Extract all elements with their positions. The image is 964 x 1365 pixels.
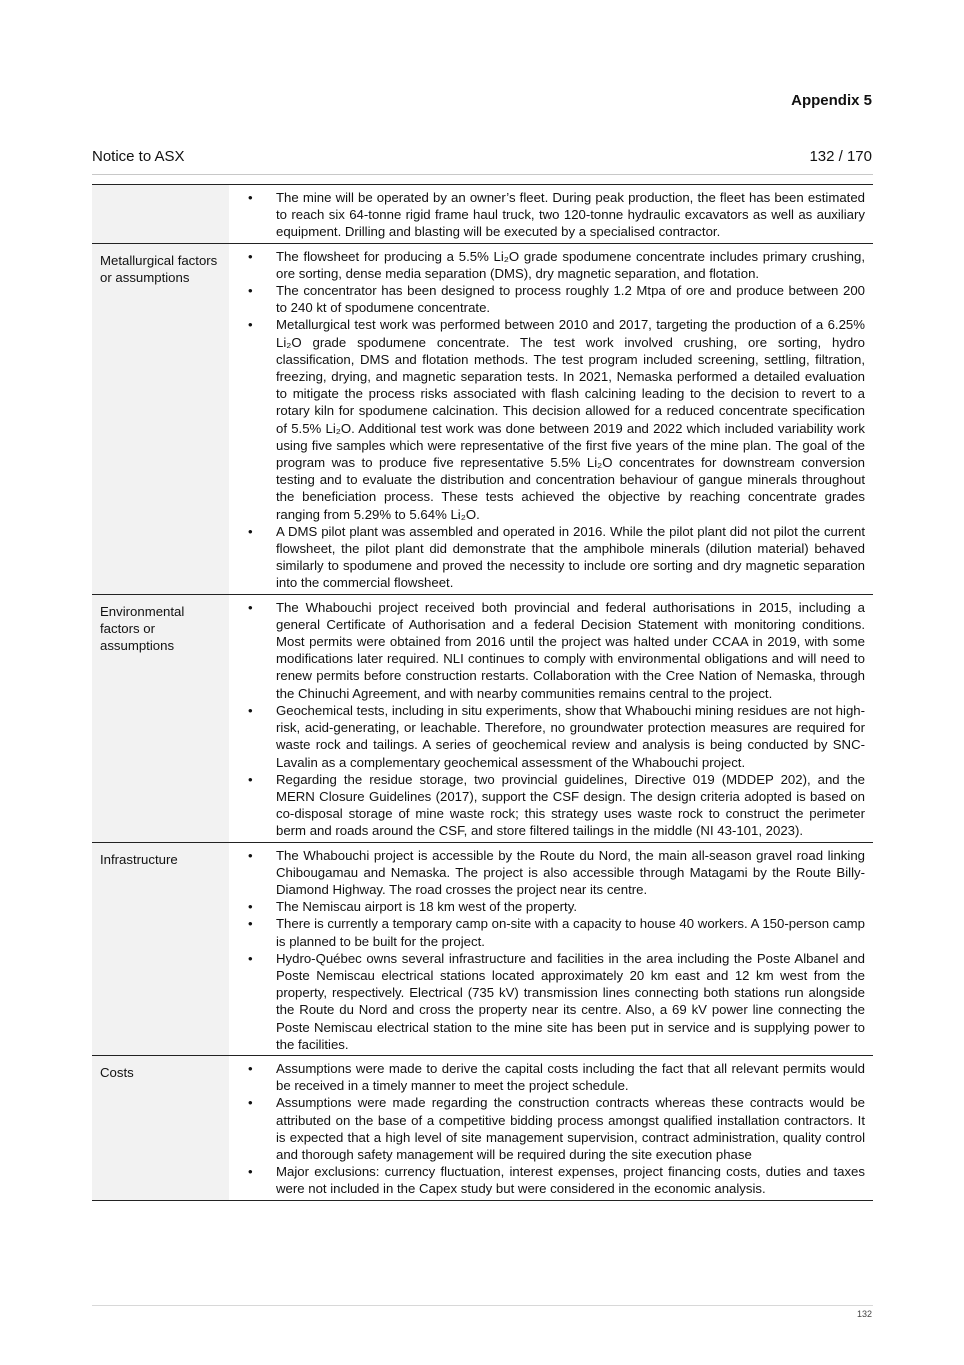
row-content <box>229 594 873 842</box>
bullet-icon: • <box>248 950 253 966</box>
bullet-text: The mine will be operated by an owner’s fleet. During peak production, the fleet has been estimated to reach six 64-tonne rigid frame haul truck, two 120-tonne hydraulic excavators as well as auxiliary equipment. Drilling and blasting will be executed by a specialised contractor. <box>276 190 865 240</box>
bullet-text: The flowsheet for producing a 5.5% Li₂O grade spodumene concentrate includes primary crushing, ore sorting, dense media separation (DMS), dry magnetic separation, and flotation. <box>276 248 865 281</box>
table-row <box>92 185 873 244</box>
bullet-icon: • <box>248 899 253 915</box>
table-row <box>92 594 873 842</box>
row-content <box>229 1055 873 1200</box>
bullet-text: Assumptions were made regarding the construction contracts whereas these contracts would be attributed on the base of a competitive bidding process amongst qualified installation contractors. It is expected that a high level of site management supervision, contract administration, quality control and thorough safety management will be required during the site execution phase <box>276 1095 865 1162</box>
bullet-icon: • <box>248 248 253 264</box>
bullet-icon: • <box>248 1164 253 1180</box>
list-item <box>229 915 865 949</box>
list-item <box>229 248 865 282</box>
list-item <box>229 950 865 1053</box>
row-label <box>92 185 229 244</box>
footer-divider <box>92 1305 873 1306</box>
table-row <box>92 1055 873 1200</box>
bullet-text: Assumptions were made to derive the capital costs including the fact that all relevant permits would be received in a timely manner to meet the project schedule. <box>276 1060 865 1094</box>
table-row <box>92 243 873 594</box>
bullet-list <box>229 847 865 1053</box>
bullet-text: The Whabouchi project is accessible by the Route du Nord, the main all-season gravel road linking Chibougamau and Nemaska. The project is also accessible through Matagami by the Route Billy-Diamond Highway. The road crosses the project near its centre. <box>276 847 865 897</box>
row-label: Environmental factors or assumptions <box>92 594 229 842</box>
bullet-list <box>229 599 865 840</box>
list-item <box>229 847 865 899</box>
list-item <box>229 316 865 522</box>
bullet-icon: • <box>248 523 253 539</box>
bullet-icon: • <box>248 1060 253 1076</box>
bullet-text: A DMS pilot plant was assembled and operated in 2016. While the pilot plant did not pilot the current flowsheet, the pilot plant did demonstrate that the amphibole minerals (dilution material) behaved similarly to spodumene and proved the necessity to include ore sorting and dry magnetic separation into the commercial flowsheet. <box>276 523 865 591</box>
appendix-title: Appendix 5 <box>791 92 872 109</box>
bullet-icon: • <box>248 283 253 299</box>
bullet-text: Major exclusions: currency fluctuation, interest expenses, project financing costs, duties and taxes were not included in the Capex study but were considered in the economic analysis. <box>276 1164 865 1197</box>
bullet-list <box>229 248 865 592</box>
bullet-list <box>229 189 865 241</box>
row-label: Metallurgical factors or assumptions <box>92 243 229 594</box>
header-divider <box>92 174 873 175</box>
document-title: Notice to ASX <box>92 148 185 165</box>
list-item <box>229 1163 865 1197</box>
row-content <box>229 842 873 1055</box>
bullet-text: The Whabouchi project received both provincial and federal authorisations in 2015, including a general Certificate of Authorisation and a federal Decision Statement with monitoring conditions. Most permits were obtained from 2016 until the project was halted under CCAA in 2019, with some modifications later required. NLI continues to comply with environmental obligations and will need to renew permits before construction restarts. Collaboration with the Cree Nation of Nemaska, through the Chinuchi Agreement, and with nearby communities remains central to the project. <box>276 599 865 701</box>
bullet-icon: • <box>248 771 253 787</box>
bullet-text: Regarding the residue storage, two provincial guidelines, Directive 019 (MDDEP 202), and the MERN Closure Guidelines (2017), support the CSF design. The design criteria adopted is based on co-disposal storage of mine waste rock; this strategy uses waste rock to construct the perimeter berm and roads around the CSF, and store filtered tailings in the middle (NI 43-101, 2023). <box>276 771 865 839</box>
bullet-icon: • <box>248 599 253 615</box>
list-item <box>229 282 865 316</box>
row-label: Costs <box>92 1055 229 1200</box>
page-indicator: 132 / 170 <box>809 148 872 165</box>
list-item <box>229 1094 865 1163</box>
list-item <box>229 523 865 592</box>
bullet-text: The Nemiscau airport is 18 km west of the property. <box>276 899 577 915</box>
row-content <box>229 243 873 594</box>
list-item <box>229 771 865 840</box>
list-item <box>229 702 865 771</box>
bullet-text: There is currently a temporary camp on-site with a capacity to house 40 workers. A 150-person camp is planned to be built for the project. <box>276 916 865 949</box>
bullet-text: Hydro-Québec owns several infrastructure and facilities in the area including the Poste Albanel and Poste Nemiscau electrical stations located approximately 20 km east and 12 km west from the property, respectively. Electrical (735 kV) transmission lines connecting both stations run alongside the Route du Nord and cross the property near its centre. Also, a 69 kV power line connecting the Poste Nemiscau electrical station to the mine site has been put in service and is supplying power to the facilities. <box>276 950 865 1052</box>
bullet-icon: • <box>248 190 253 205</box>
bullet-text: Geochemical tests, including in situ experiments, show that Whabouchi mining residues are not high-risk, acid-generating, or leachable. Therefore, no groundwater protection measures are required for waste rock and tailings. A series of geochemical review and analysis is being conducted by SNC-Lavalin as a complementary geochemical assessment of the Whabouchi project. <box>276 702 865 770</box>
list-item <box>229 898 865 915</box>
footer-page-number: 132 <box>856 1309 872 1319</box>
bullet-icon: • <box>248 702 253 718</box>
jorc-table <box>92 184 873 1201</box>
list-item <box>229 599 865 702</box>
bullet-icon: • <box>248 317 253 333</box>
bullet-text: Metallurgical test work was performed between 2010 and 2017, targeting the production of a 6.25% Li₂O grade spodumene concentrate. The test work involved crushing, ore sorting, hydro classification, DMS and flotation methods. The test program included screening, settling, filtration, freezing, drying, and magnetic separation tests. In 2021, Nemaska performed a detailed evaluation to mitigate the process risks associated with flash calcining leading to the decision to revert to a rotary kiln for spodumene calcination. This decision allowed for a reduced concentrate specification of 5.5% Li₂O. Additional test work was done between 2019 and 2022 which included variability work using five samples which were representative of the first five years of the mine plan. The goal of the program was to produce five representative 5.5% Li₂O concentrates for downstream conversion testing and to evaluate the distribution and concentration behaviour of gangue minerals throughout the beneficiation process. These tests achieved the objective by reaching concentrate grades ranging from 5.29% to 5.64% Li₂O. <box>276 317 865 522</box>
bullet-icon: • <box>248 847 253 863</box>
bullet-list <box>229 1060 865 1198</box>
table-row <box>92 842 873 1055</box>
bullet-text: The concentrator has been designed to process roughly 1.2 Mtpa of ore and produce between 200 to 240 kt of spodumene concentrate. <box>276 283 865 316</box>
row-label: Infrastructure <box>92 842 229 1055</box>
bullet-icon: • <box>248 916 253 932</box>
bullet-icon: • <box>248 1095 253 1111</box>
list-item <box>229 189 865 241</box>
list-item <box>229 1060 865 1094</box>
row-content <box>229 185 873 244</box>
